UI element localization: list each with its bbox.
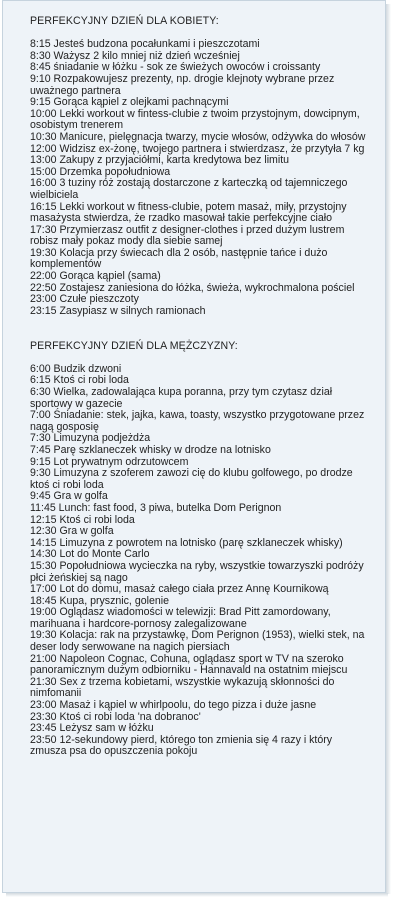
schedule-entry: 7:30 Limuzyna podjeżdża [30,432,151,445]
schedule-entry: 12:00 Widzisz ex-żonę, twojego partnera i stwierdzasz, że przytyła 7 kg [30,142,365,155]
schedule-entry: 23:00 Czułe pieszczoty [30,293,139,306]
schedule-entry: 9:30 Limuzyna z szoferem zawozi cię do klubu golfowego, po drodze ktoś ci robi loda [30,467,353,491]
schedule-entry: 7:45 Parę szklaneczek whisky w drodze na lotnisko [30,443,271,456]
schedule-entry: 15:00 Drzemka popołudniowa [30,165,171,178]
schedule-entry: 11:45 Lunch: fast food, 3 piwa, butelka Dom Perignon [30,501,282,514]
schedule-entry: 8:15 Jesteś budzona pocałunkami i pieszczotami [30,38,260,51]
schedule-entry: 19:30 Kolacja przy świecach dla 2 osób, następnie tańce i dużo komplementów [30,246,328,271]
schedule-entry: 21:00 Napoleon Cognac, Cohuna, oglądasz sport w TV na szeroko panoramicznym dużym odbiorniku - Hannavald na ostatnim miejscu [30,652,348,677]
schedule-entry: 8:45 śniadanie w łóżku - sok ze świeżych owoców i croissanty [30,61,321,74]
panel-shadow-bottom [6,893,388,897]
section-title: PERFEKCYJNY DZIEŃ DLA KOBIETY: [30,15,219,27]
schedule-entry: 12:30 Gra w golfa [30,525,114,538]
schedule-entry: 18:45 Kupa, prysznic, golenie [30,594,169,607]
schedule-entry: 14:30 Lot do Monte Carlo [30,548,150,561]
schedule-entry: 9:45 Gra w golfa [30,490,108,503]
schedule-entry: 13:00 Zakupy z przyjaciółmi, karta kredytowa bez limitu [30,154,290,167]
section-gap [30,317,366,340]
schedule-entry: 23:00 Masaż i kąpiel w whirlpoolu, do tego pizza i duże jasne [30,699,317,712]
schedule-entry: 9:15 Gorąca kąpiel z olejkami pachnącymi [30,96,229,109]
schedule-entry: 17:00 Lot do domu, masaż całego ciała przez Annę Kournikową [30,583,329,596]
schedule-entry: 6:30 Wielka, zadowalająca kupa poranna, przy tym czytasz dział sportowy w gazecie [30,386,333,410]
section-men [30,341,366,758]
document-content [30,16,366,758]
schedule-entry: 6:00 Budzik dzwoni [30,362,122,375]
schedule-entry: 23:50 12-sekundowy pierd, którego ton zmienia się 4 razy i który zmusza psa do opuszczenia pokoju [30,733,333,758]
schedule-entry: 14:15 Limuzyna z powrotem na lotnisko (parę szklaneczek whisky) [30,536,343,549]
section-title: PERFEKCYJNY DZIEŃ DLA MĘŻCZYZNY: [30,339,238,352]
schedule-entry: 23:45 Leżysz sam w łóżku [30,722,154,735]
schedule-entry: 9:10 Rozpakowujesz prezenty, np. drogie klejnoty wybrane przez uważnego partnera [30,72,335,97]
schedule-entry: 12:15 Ktoś ci robi loda [30,513,135,526]
schedule-entry: 16:15 Lekki workout w fitness-clubie, potem masaż, miły, przystojny masażysta stwierdza, że rzadko masował takie perfekcyjne ciało [30,200,347,225]
schedule-entry: 10:00 Lekki workout w fintess-clubie z twoim przystojnym, dowcipnym, osobistym trenerem [30,107,360,132]
schedule-entry: 16:00 3 tuziny róż zostają dostarczone z karteczką od tajemniczego wielbiciela [30,177,348,201]
schedule-entry: 9:15 Lot prywatnym odrzutowcem [30,455,189,468]
section-women [30,16,366,317]
schedule-entry: 19:00 Oglądasz wiadomości w telewizji: Brad Pitt zamordowany, marihuana i hardcore-pornosy zalegalizowane [30,606,331,630]
schedule-entry: 6:15 Ktoś ci robi loda [30,374,129,387]
schedule-entry: 10:30 Manicure, pielęgnacja twarzy, mycie włosów, odżywka do włosów [30,130,366,143]
schedule-entry: 21:30 Sex z trzema kobietami, wszystkie wykazują skłonności do nimfomanii [30,675,335,700]
schedule-entry: 17:30 Przymierzasz outfit z designer-clothes i przed dużym lustrem robisz mały pokaz mody dla siebie samej [30,223,345,248]
schedule-entry: 19:30 Kolacja: rak na przystawkę, Dom Perignon (1953), wielki stek, na deser lody serwowane na nagich piersiach [30,629,365,654]
schedule-entry: 22:50 Zostajesz zaniesiona do łóżka, świeża, wykrochmalona pościel [30,281,355,294]
schedule-entry: 15:30 Popołudniowa wycieczka na ryby, wszystkie towarzyszki podróży płci żeńskiej są nago [30,559,364,584]
schedule-entry: 23:30 Ktoś ci robi loda 'na dobranoc' [30,710,201,723]
schedule-entry: 23:15 Zasypiasz w silnych ramionach [30,304,206,317]
schedule-entry: 22:00 Gorąca kąpiel (sama) [30,270,161,283]
schedule-entry: 7:00 Śniadanie: stek, jajka, kawa, toasty, wszystko przygotowane przez nagą gosposię [30,409,365,433]
schedule-entry: 8:30 Ważysz 2 kilo mniej niż dzień wcześniej [30,49,240,62]
panel-shadow [386,4,391,894]
